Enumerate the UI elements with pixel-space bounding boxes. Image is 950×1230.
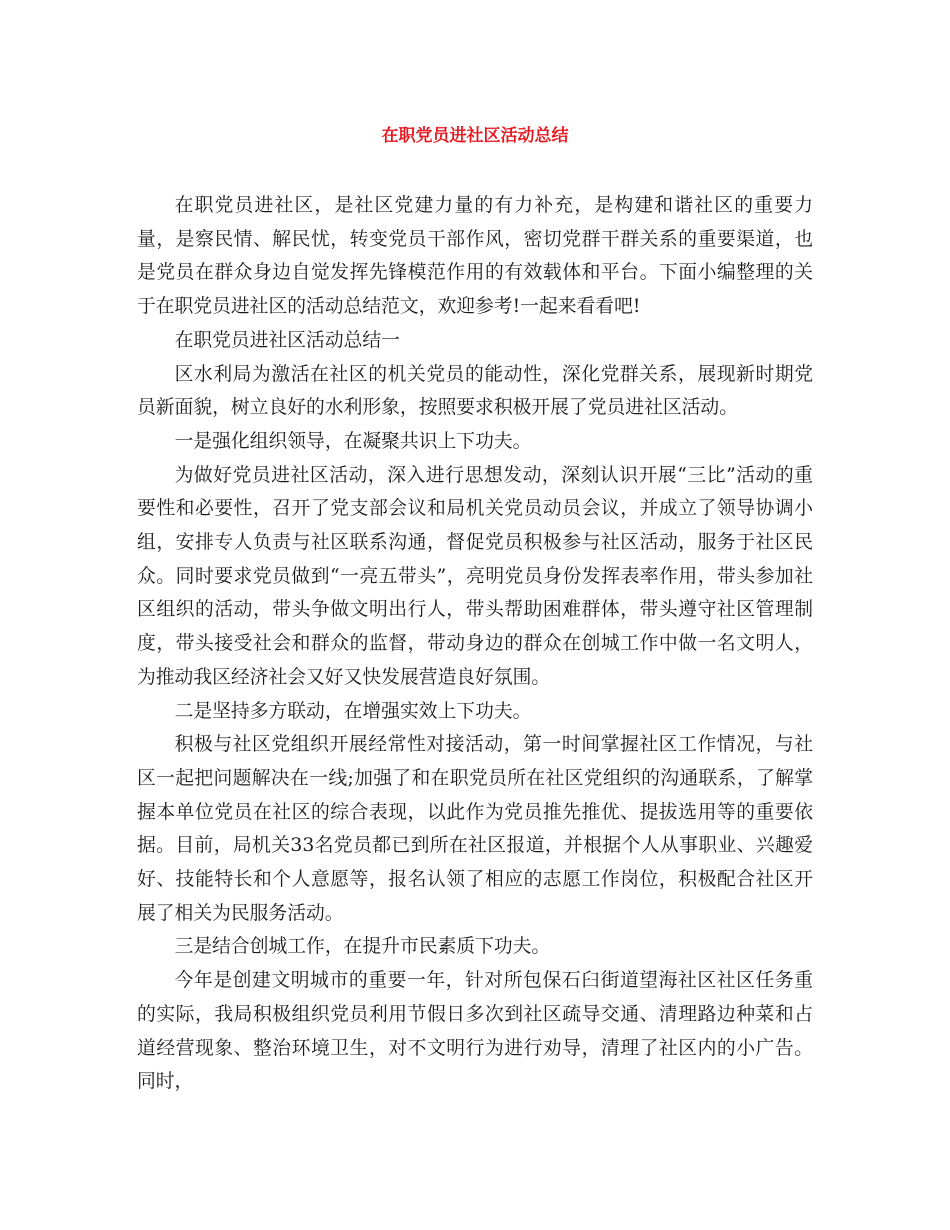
intro-paragraph: 在职党员进社区，是社区党建力量的有力补充，是构建和谐社区的重要力量，是察民情、解民忧，转变党员干部作风，密切党群干群关系的重要渠道，也是党员在群众身边自觉发挥先锋模范作用的有效载体和平台。下面小编整理的关于在职党员进社区的活动总结范文，欢迎参考!一起来看看吧! [137, 195, 813, 318]
point-heading-2: 二是坚持多方联动，在增强实效上下功夫。 [174, 700, 532, 722]
body-paragraph: 积极与社区党组织开展经常性对接活动，第一时间掌握社区工作情况，与社区一起把问题解决在一线;加强了和在职党员所在社区党组织的沟通联系，了解掌握本单位党员在社区的综合表现，以此作为党员推先推优、提拔选用等的重要依据。目前，局机关33名党员都已到所在社区报道，并根据个人从事职业、兴趣爱好、技能特长和个人意愿等，报名认领了相应的志愿工作岗位，积极配合社区开展了相关为民服务活动。 [137, 734, 813, 924]
body-paragraph: 为做好党员进社区活动，深入进行思想发动，深刻认识开展“三比”活动的重要性和必要性，召开了党支部会议和局机关党员动员会议，并成立了领导协调小组，安排专人负责与社区联系沟通，督促党员积极参与社区活动，服务于社区民众。同时要求党员做到“一亮五带头”，亮明党员身份发挥表率作用，带头参加社区组织的活动，带头争做文明出行人，带头帮助困难群体，带头遵守社区管理制度，带头接受社会和群众的监督，带动身边的群众在创城工作中做一名文明人，为推动我区经济社会又好又快发展营造良好氛围。 [137, 464, 813, 688]
section-heading: 在职党员进社区活动总结一 [174, 329, 400, 351]
document-body [137, 189, 813, 1099]
point-heading-1: 一是强化组织领导，在凝聚共识上下功夫。 [174, 430, 532, 452]
body-paragraph: 今年是创建文明城市的重要一年，针对所包保石臼街道望海社区社区任务重的实际，我局积极组织党员利用节假日多次到社区疏导交通、清理路边种菜和占道经营现象、整治环境卫生，对不文明行为进行劝导，清理了社区内的小广告。同时， [137, 970, 813, 1093]
body-paragraph: 区水利局为激活在社区的机关党员的能动性，深化党群关系，展现新时期党员新面貌，树立良好的水利形象，按照要求积极开展了党员进社区活动。 [137, 363, 813, 419]
point-heading-3: 三是结合创城工作，在提升市民素质下功夫。 [174, 936, 551, 958]
document-title: 在职党员进社区活动总结 [381, 126, 569, 146]
